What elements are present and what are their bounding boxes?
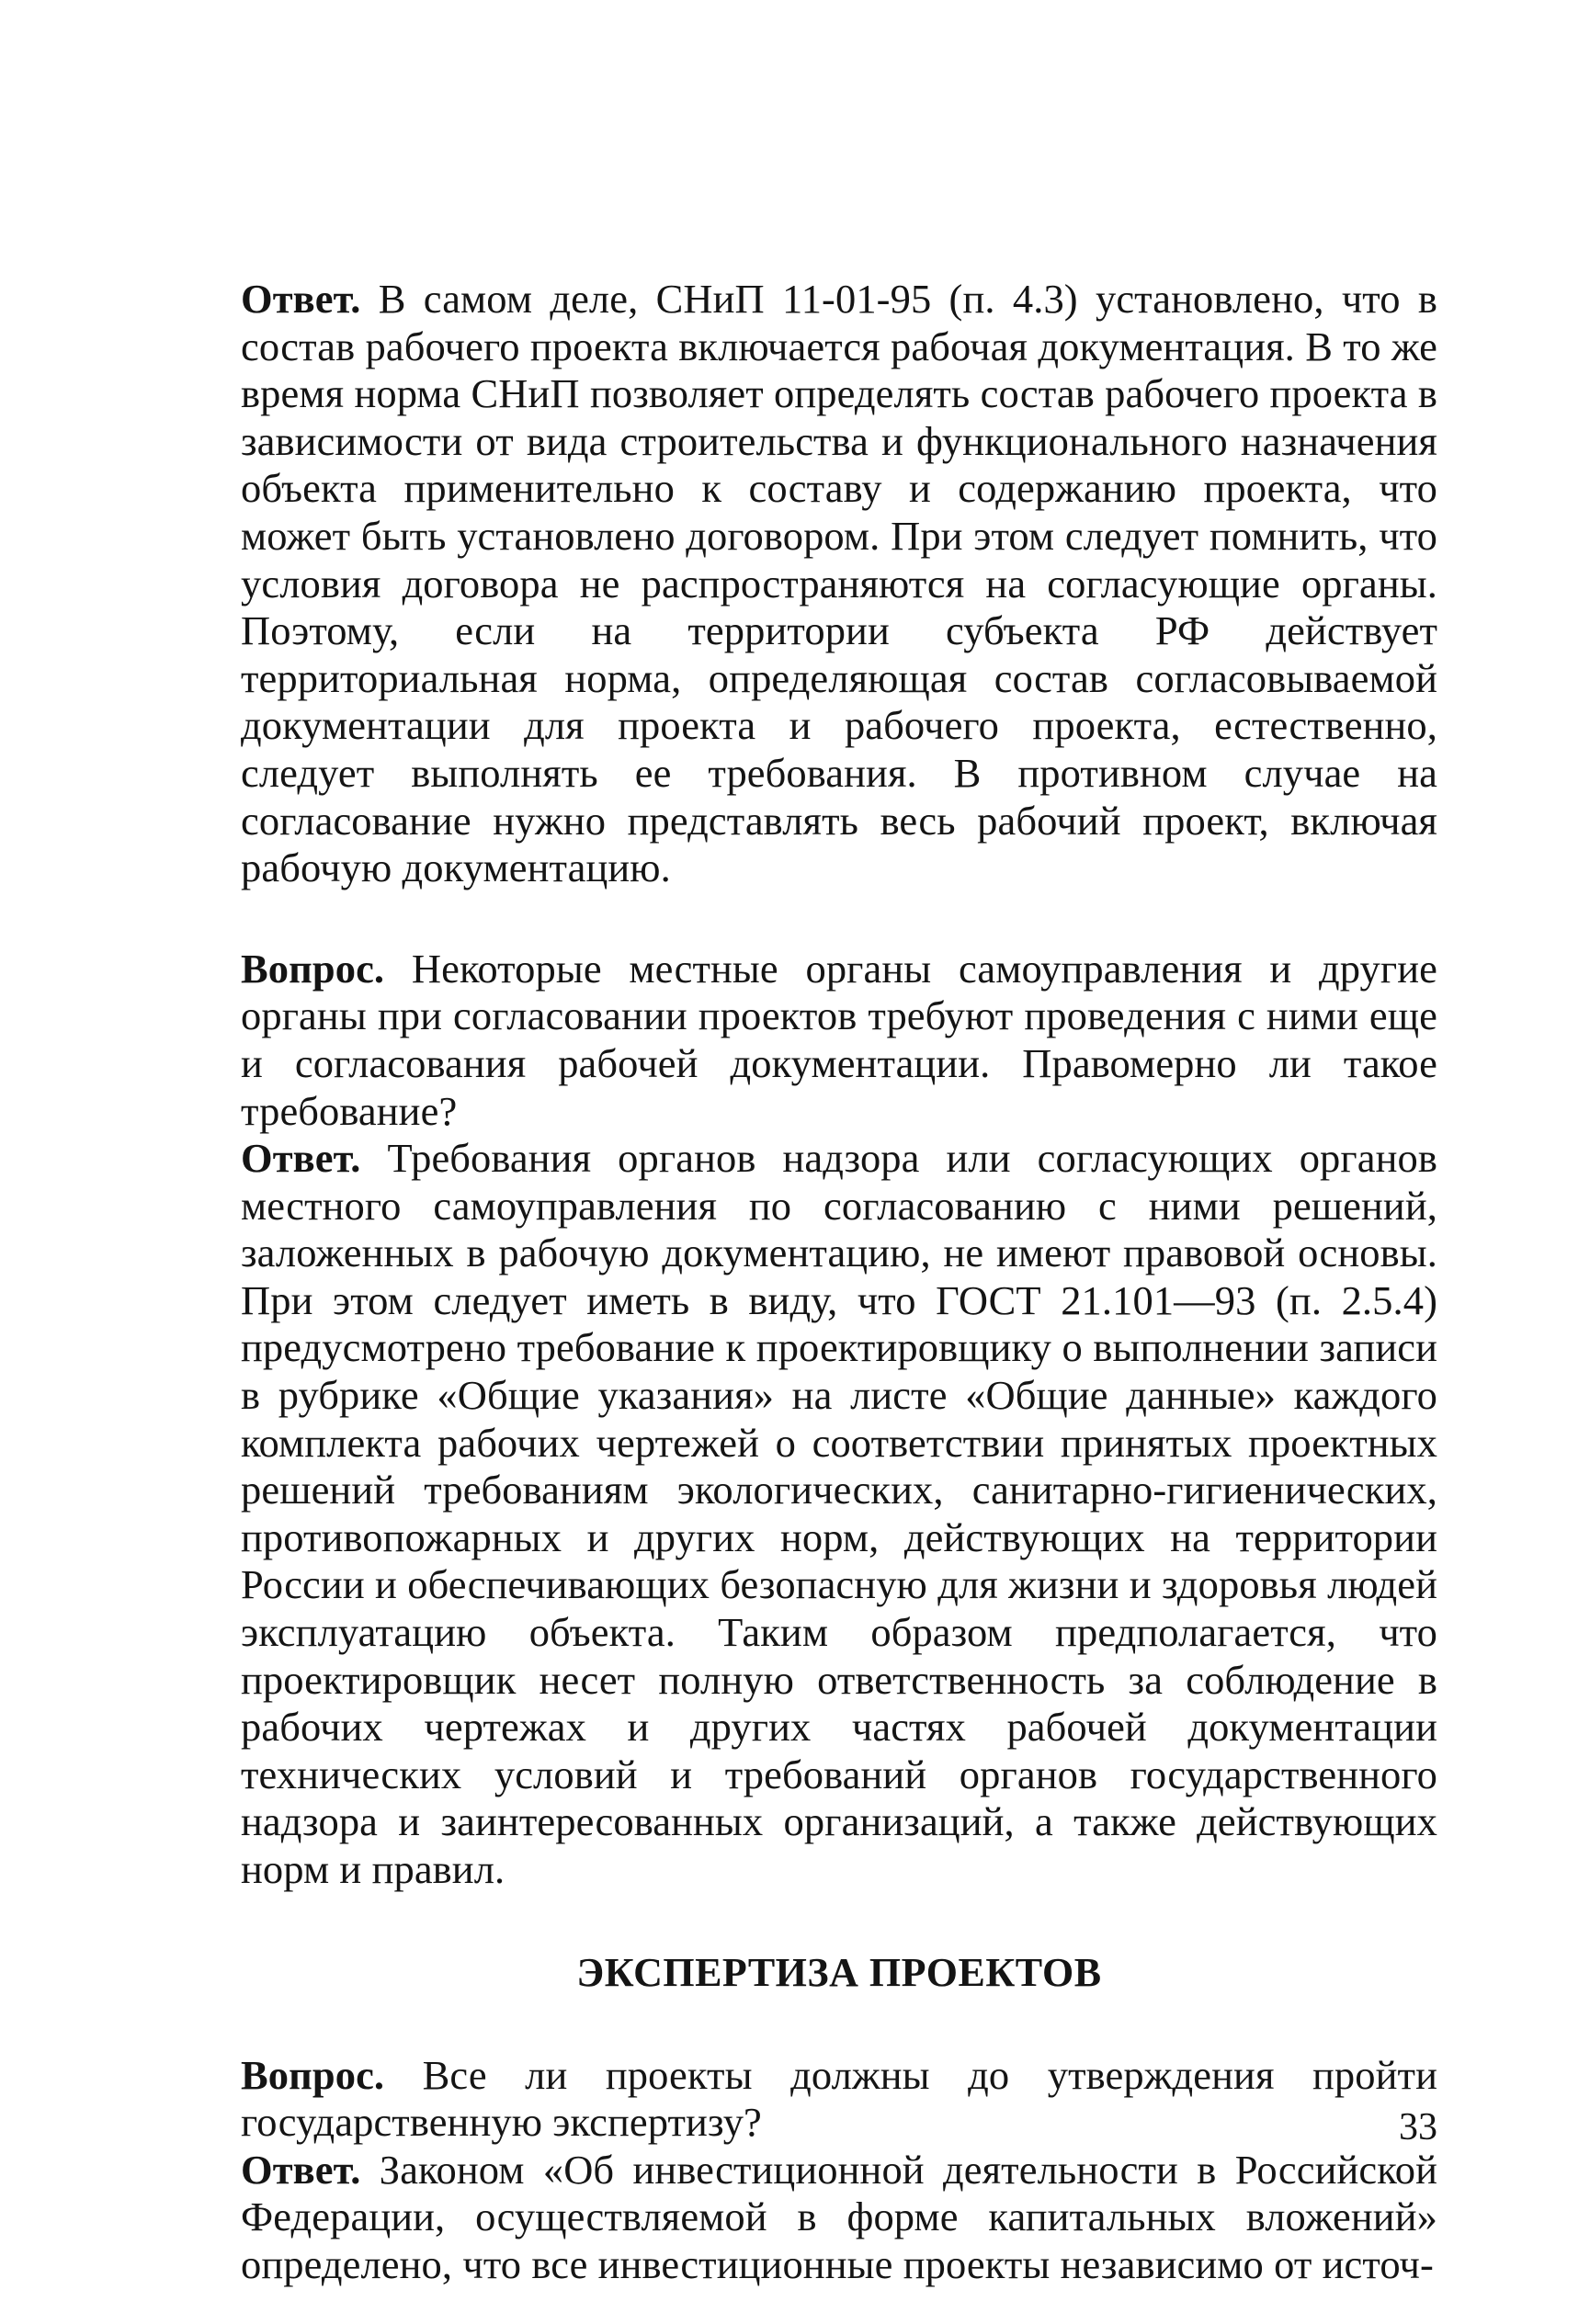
page-number: 33: [1399, 2106, 1437, 2148]
answer-paragraph-1: [241, 276, 1437, 892]
answer-label: Ответ.: [241, 1135, 361, 1182]
answer-paragraph-2: [241, 1135, 1437, 1894]
answer-text: Требования органов надзора или согласующих органов местного самоуправления по согласованию с ними решений, заложенных в рабочую документацию, не имеют правовой основы. При этом следует иметь в виду, что ГОСТ 21.101—93 (п. 2.5.4) предусмотрено требование к проектировщику о выполнении записи в рубрике «Общие указания» на листе «Общие данные» каждого комплекта рабочих чертежей о соответствии принятых проектных решений требованиям экологических, санитарно-гигиенических, противопожарных и других норм, действующих на территории России и обеспечивающих безопасную для жизни и здоровья людей эксплуатацию объекта. Таким образом предполагается, что проектировщик несет полную ответственность за соблюдение в рабочих чертежах и других частях рабочей документации технических условий и требований органов государственного надзора и заинтересованных организаций, а также действующих норм и правил.: [241, 1135, 1437, 1892]
answer-text: В самом деле, СНиП 11-01-95 (п. 4.3) установлено, что в состав рабочего проекта включается рабочая документация. В то же время норма СНиП позволяет определять состав рабочего проекта в зависимости от вида строительства и функционального назначения объекта применительно к составу и содержанию проекта, что может быть установлено договором. При этом следует помнить, что условия договора не распространяются на согласующие органы. Поэтому, если на территории субъекта РФ действует территориальная норма, определяющая состав согласовываемой документации для проекта и рабочего проекта, естественно, следует выполнять ее требования. В противном случае на согласование нужно представлять весь рабочий проект, включая рабочую документацию.: [241, 276, 1437, 891]
section-heading: ЭКСПЕРТИЗА ПРОЕКТОВ: [576, 1949, 1102, 1995]
question-paragraph-2: [241, 2052, 1437, 2147]
answer-label: Ответ.: [241, 276, 361, 322]
question-text: Некоторые местные органы самоуправления и другие органы при согласовании проектов требуют проведения с ними еще и согласования рабочей документации. Правомерно ли такое требование?: [241, 945, 1437, 1134]
answer-label: Ответ.: [241, 2146, 361, 2193]
page-body: [241, 276, 1437, 2289]
question-label: Вопрос.: [241, 945, 385, 992]
answer-paragraph-3: [241, 2147, 1437, 2289]
answer-text: Законом «Об инвестиционной деятельности в Российской Федерации, осуществляемой в форме капитальных вложений» определено, что все инвестиционные проекты независимо от источ-: [241, 2146, 1437, 2287]
question-label: Вопрос.: [241, 2051, 385, 2098]
question-paragraph-1: [241, 946, 1437, 1135]
question-text: Все ли проекты должны до утверждения пройти государственную экспертизу?: [241, 2051, 1437, 2146]
